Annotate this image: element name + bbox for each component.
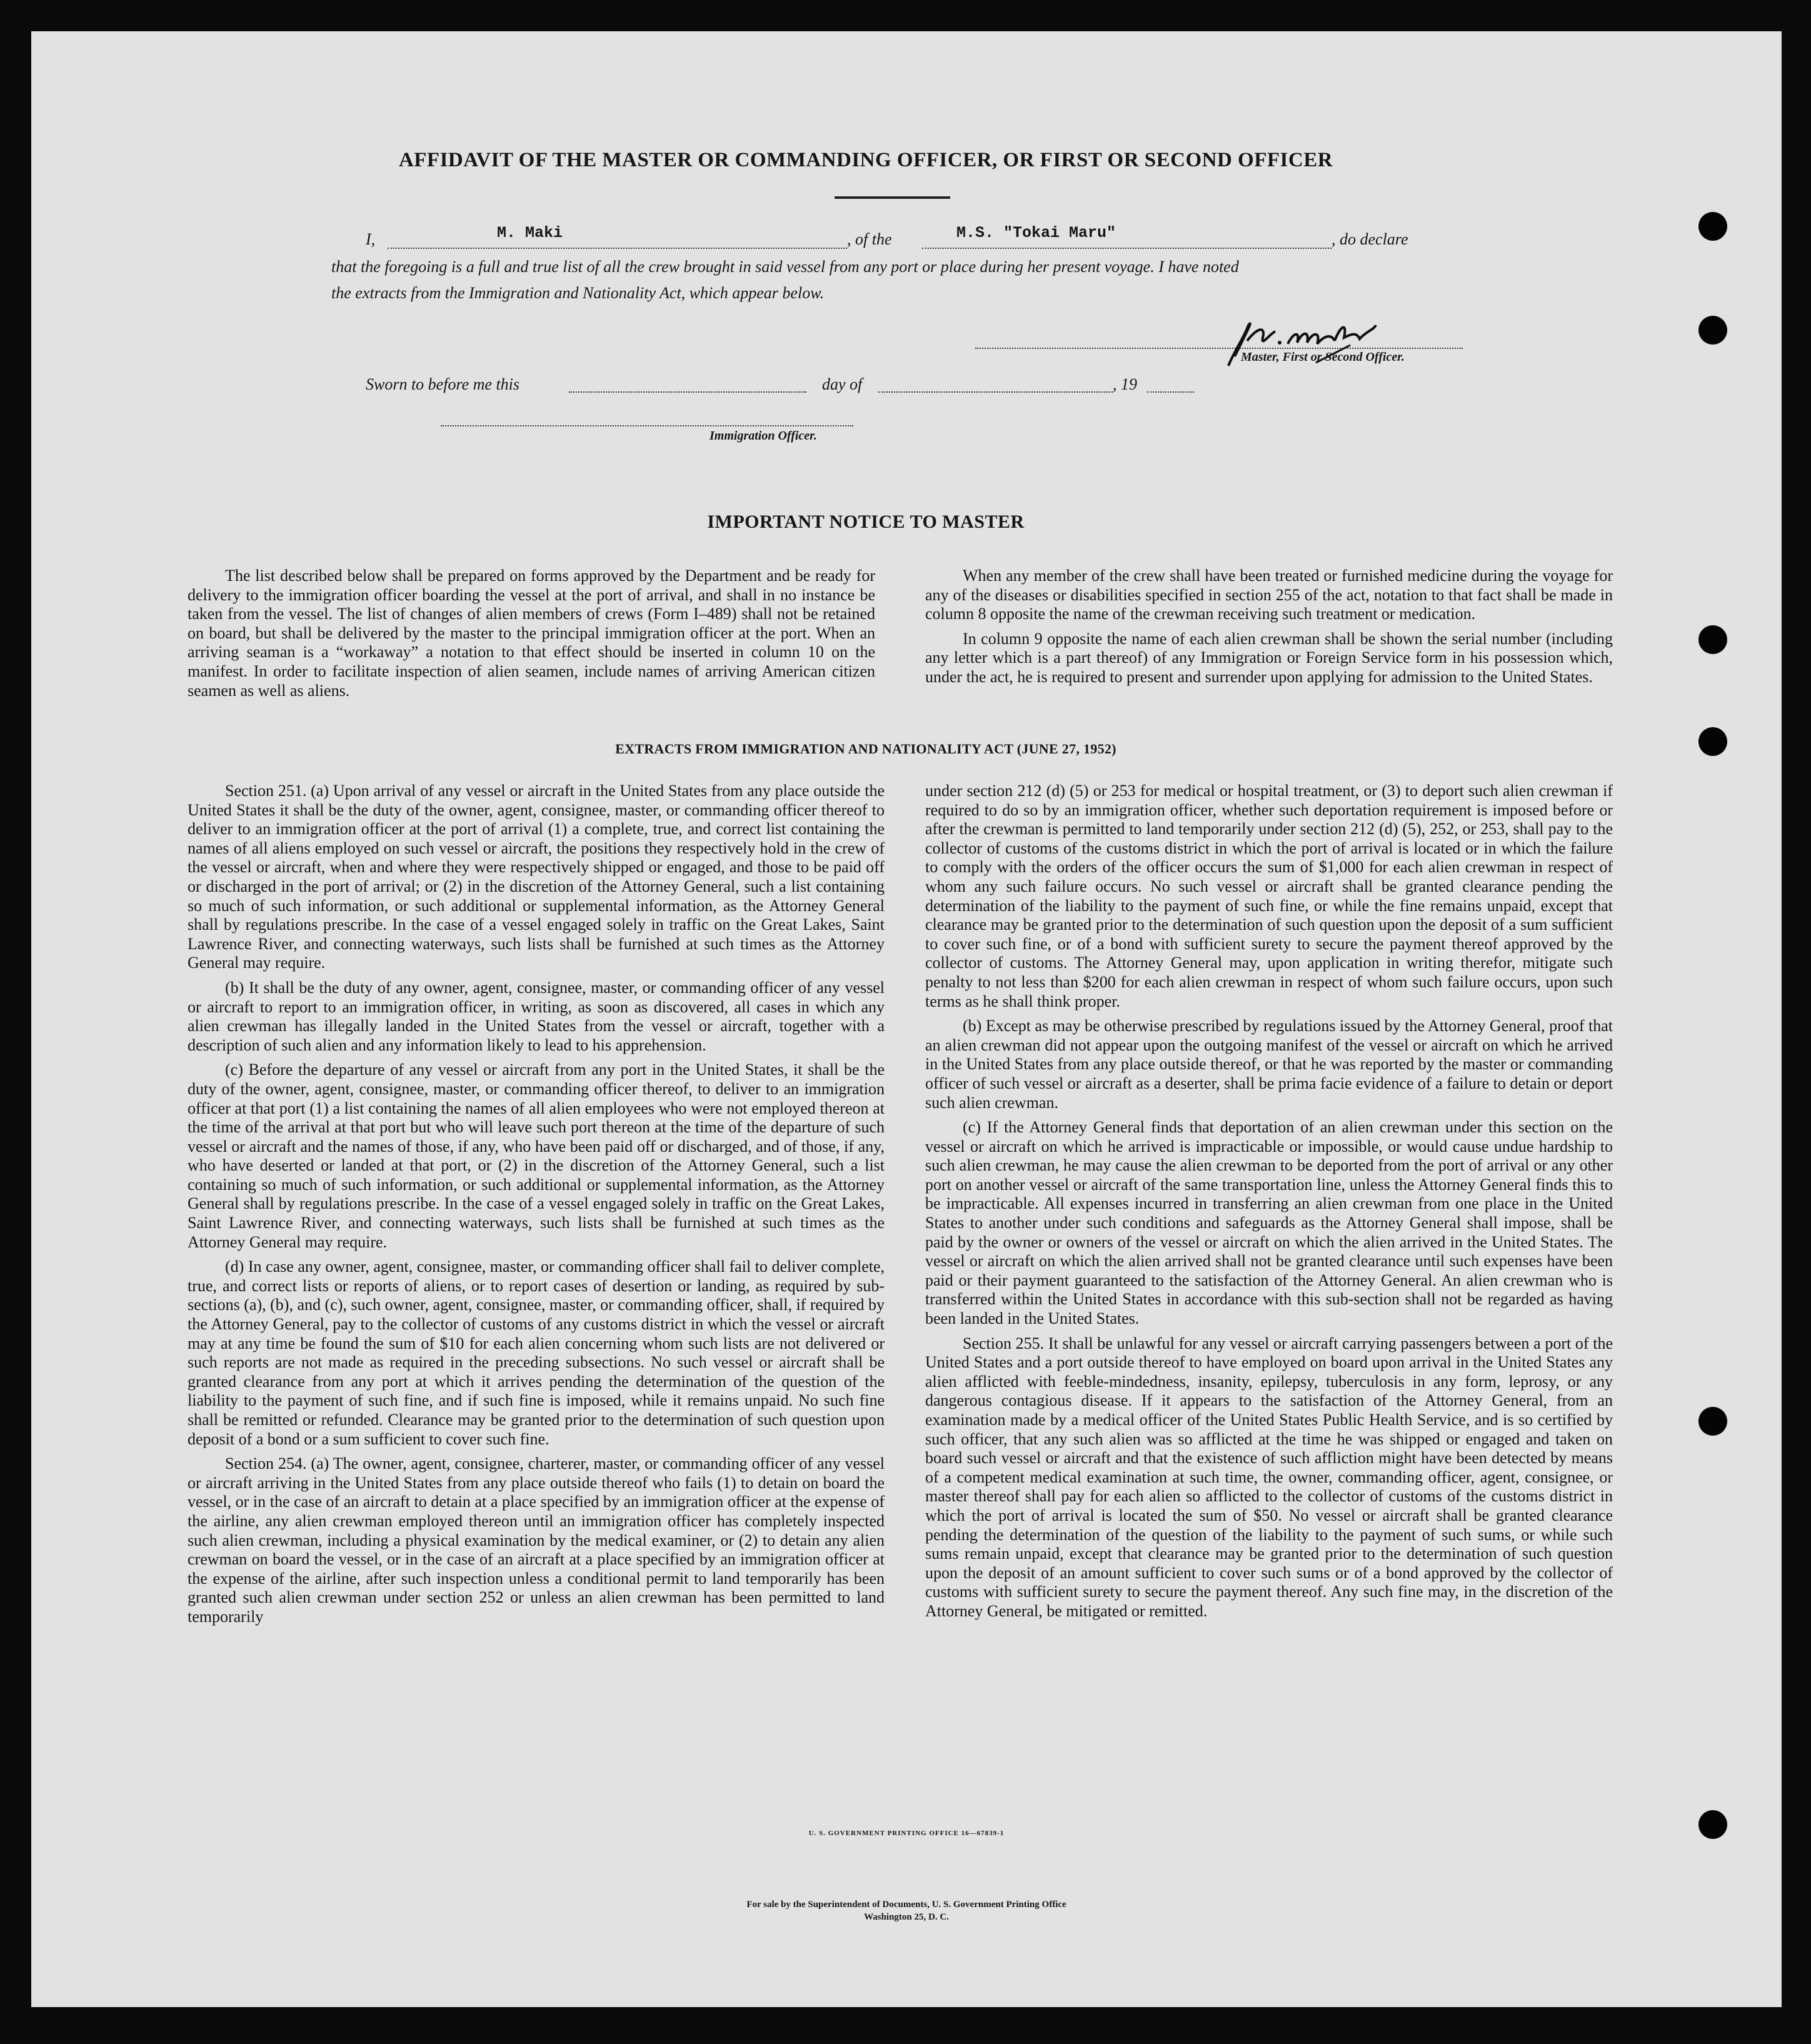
notice-left-paragraph: The list described below shall be prepared on forms approved by the Department and be ready for delivery to the immigration officer boarding the vessel at the port of arrival, and shall in no instance be taken from the vessel. The list of changes of alien members of crews (Form I–489) shall not be retained on board, but shall be delivered by the master to the principal immigration officer at the port. When an arriving seaman is a “workaway” a notation to that effect should be inserted in column 10 on the manifest. In order to facilitate inspection of alien seamen, include names of arriving American citizen seamen as well as aliens. [188,566,875,700]
punch-hole [1698,316,1727,345]
vessel-line [922,248,1332,249]
notice-right-paragraph-2: In column 9 opposite the name of each alien crewman shall be shown the serial number (including any letter which is a part thereof) of any Immigration or Foreign Service form in his possession which, under the act, he is required to present and surrender upon applying for admission to the United States. [925,629,1613,686]
footer-line-1: For sale by the Superintendent of Documents, U. S. Government Printing Office [746,1900,1066,1910]
punch-hole [1698,625,1727,654]
vessel-name-field[interactable]: M.S. "Tokai Maru" [956,224,1116,242]
sworn-label: Sworn to before me this [366,375,520,393]
extract-paragraph: (d) In case any owner, agent, consignee, master, or commanding officer shall fail to deliver complete, true, and correct lists or reports of aliens, or to report cases of desertion or landing, as required by sub-sections (a), (b), and (c), such owner, agent, consignee, master, or commanding officer, shall, if required by the Attorney General, pay to the collector of customs of any customs district in which the vessel or aircraft may at any time be found the sum of $10 for each alien concerning whom such lists are not delivered or such reports are not made as required in the preceding subsections. No such vessel or aircraft shall be granted clearance from any port at which it arrives pending the determination of the question of the liability to the payment of such fine, and if such fine is imposed, while it remains unpaid. No such fine shall be remitted or refunded. Clearance may be granted prior to the determination of such question upon deposit of a bond or a sum sufficient to cover such fine. [188,1257,885,1448]
footer-line-2: Washington 25, D. C. [864,1912,949,1922]
extract-paragraph: Section 255. It shall be unlawful for any vessel or aircraft carrying passengers between a port of the United States and a port outside thereof to have employed on board upon arrival in the United States any alien afflicted with feeble-mindedness, insanity, epilepsy, tuberculosis in any form, leprosy, or any dangerous contagious disease. If it appears to the satisfaction of the Attorney General, from an examination made by a medical officer of the United States Public Health Service, and is so certified by such officer, that any such alien was so afflicted at the time he was shipped or engaged and taken on board such vessel or aircraft and that the existence of such affliction might have been detected by means of a competent medical examination at such time, the owner, commanding officer, agent, consignee, or master thereof shall pay for each alien so afflicted to the collector of customs of the customs district in which the port of arrival is located the sum of $50. No vessel or aircraft shall be granted clearance pending the determination of the question of the liability to the payment of such sums, or while such sums remain unpaid, except that clearance may be granted prior to the determination of such question upon the deposit of an amount sufficient to cover such sums or of a bond approved by the collector of customs with sufficient surety to secure the payment thereof. Any such fine may, in the discretion of the Attorney General, be mitigated or remitted. [925,1334,1613,1620]
year-label: , 19 [1113,375,1137,393]
declare-label: , do declare [1332,230,1408,248]
name-line [388,248,847,249]
gpo-code: U. S. GOVERNMENT PRINTING OFFICE 16—67839-1 [808,1830,1005,1837]
extract-paragraph: (b) It shall be the duty of any owner, agent, consignee, master, or commanding officer of any vessel or aircraft to report to an immigration officer, in writing, as soon as discovered, all cases in which any alien crewman has illegally landed in the United States from the vessel or aircraft, together with a description of such alien and any information likely to lead to his apprehension. [188,978,885,1054]
extract-paragraph: under section 212 (d) (5) or 253 for medical or hospital treatment, or (3) to deport such alien crewman if required to do so by an immigration officer, whether such deportation requirement is imposed before or after the crewman is permitted to land temporarily under section 212 (d) (5), 252, or 253, shall pay to the collector of customs of the customs district in which the port of arrival is located or in which the failure to comply with the orders of the officer occurs the sum of $1,000 for each alien crewman in respect of whom any such failure occurs. No such vessel or aircraft shall be granted clearance pending the determination of the liability to the payment of such fine, or while the fine remains unpaid, except that clearance may be granted prior to the determination of such question upon the deposit of a sum sufficient to cover such fine, or of a bond with sufficient surety to secure the payment thereof approved by the collector of customs. The Attorney General may, upon application in writing therefor, mitigate such penalty to not less than $200 for each alien crewman in respect of whom such failure occurs, upon such terms as he shall think proper. [925,782,1613,1010]
notice-left-column [188,566,875,700]
master-caption: Master, First or Second Officer. [1241,350,1405,364]
extracts-title: EXTRACTS FROM IMMIGRATION AND NATIONALITY ACT (JUNE 27, 1952) [615,741,1116,757]
notice-right-paragraph-1: When any member of the crew shall have been treated or furnished medicine during the voyage for any of the diseases or disabilities specified in section 255 of the act, notation to that fact shall be made in column 8 opposite the name of the crewman receiving such treatment or medication. [925,566,1613,623]
punch-hole [1698,212,1727,241]
extract-paragraph: (c) If the Attorney General finds that deportation of an alien crewman under this section on the vessel or aircraft on which he arrived is impracticable or impossible, or would cause undue hardship to such alien crewman, he may cause the alien crewman to be deported from the port of arrival or any other port on another vessel or aircraft of the same transportation line, unless the Attorney General finds this to be impracticable. All expenses incurred in transferring an alien crewman from one place in the United States to another under such conditions and safeguards as the Attorney General shall impose, shall be paid by the owner or owners of the vessel or aircraft on which the alien arrived in the United States. The vessel or aircraft on which the alien arrived shall not be granted clearance until such expenses have been paid or their payment guaranteed to the satisfaction of the Attorney General. An alien crewman who is transferred within the United States in accordance with this sub-section shall not be regarded as having been landed in the United States. [925,1118,1613,1328]
extracts-left-column [188,782,885,1627]
sworn-month-line [878,391,1113,393]
notice-right-column [925,566,1613,687]
form-page [31,31,1782,2007]
master-name-field[interactable]: M. Maki [497,224,563,242]
affidavit-title: AFFIDAVIT OF THE MASTER OR COMMANDING OFFICER, OR FIRST OR SECOND OFFICER [398,149,1333,171]
extracts-right-column [925,782,1613,1621]
affidavit-line-3: the extracts from the Immigration and Nationality Act, which appear below. [331,284,825,302]
affidavit-line-2: that the foregoing is a full and true list of all the crew brought in said vessel from any port or place during her present voyage. I have noted [331,258,1239,276]
immigration-officer-caption: Immigration Officer. [710,429,817,443]
of-the-label: , of the [847,230,892,248]
i-label: I, [366,230,376,248]
extract-paragraph: Section 254. (a) The owner, agent, consignee, charterer, master, or commanding officer of any vessel or aircraft arriving in the United States from any place outside thereof who fails (1) to detain on board the vessel, or in the case of an aircraft to detain at a place specified by an immigration officer at the expense of the airline, any alien crewman employed thereon until an immigration officer has completely inspected such alien crewman, including a physical examination by the medical examiner, or (2) to detain any alien crewman on board the vessel, or in the case of an aircraft at a place specified by an immigration officer at the expense of the airline, after such inspection unless a conditional permit to land temporarily has been granted such alien crewman under section 252 or unless an alien crewman has been permitted to land temporarily [188,1454,885,1626]
master-signature [1210,306,1410,378]
extract-paragraph: (c) Before the departure of any vessel or aircraft from any port in the United States, it shall be the duty of the owner, agent, consignee, master, or commanding officer thereof, to deliver to an immigration officer at that port (1) a list containing the names of all alien employees who were not employed thereon at the time of the arrival at that port but who will leave such port thereon at the time of the departure of such vessel or aircraft and the names of those, if any, who have been paid off or discharged, and of those, if any, who have deserted or landed at that port, or (2) in the discretion of the Attorney General, such a list containing so much of such information, or such additional or supplemental information, as the Attorney General shall by regulations prescribe. In the case of a vessel engaged solely in traffic on the Great Lakes, Saint Lawrence River, and connecting waterways, such lists shall be furnished at such times as the Attorney General may require. [188,1060,885,1251]
day-of-label: day of [822,375,863,393]
extract-paragraph: Section 251. (a) Upon arrival of any vessel or aircraft in the United States from any place outside the United States it shall be the duty of the owner, agent, consignee, master, or commanding officer thereof to deliver to an immigration officer at the port of arrival (1) a complete, true, and correct list containing the names of all aliens employed on such vessel or aircraft, the positions they respectively hold in the crew of the vessel or aircraft, when and where they were respectively shipped or engaged, and those to be paid off or discharged in the port of arrival; or (2) in the discretion of the Attorney General, such a list containing so much of such information, or such additional or supplemental information, as the Attorney General shall by regulations prescribe. In the case of a vessel engaged solely in traffic on the Great Lakes, Saint Lawrence River, and connecting waterways, such lists shall be furnished at such times as the Attorney General may require. [188,782,885,972]
sworn-year-line [1147,391,1194,393]
immigration-officer-line [441,425,853,426]
sworn-day-line [569,391,806,393]
punch-hole [1698,727,1727,756]
punch-hole [1698,1810,1727,1839]
title-rule [835,196,950,199]
punch-hole [1698,1407,1727,1436]
extract-paragraph: (b) Except as may be otherwise prescribed by regulations issued by the Attorney General, proof that an alien crewman did not appear upon the outgoing manifest of the vessel or aircraft on which he arrived in the United States from any place outside thereof, or that he was reported by the master or commanding officer of such vessel or aircraft as a deserter, shall be prima facie evidence of a failure to detain or deport such alien crewman. [925,1017,1613,1112]
footer [594,1898,1219,1923]
notice-title: IMPORTANT NOTICE TO MASTER [707,511,1025,532]
